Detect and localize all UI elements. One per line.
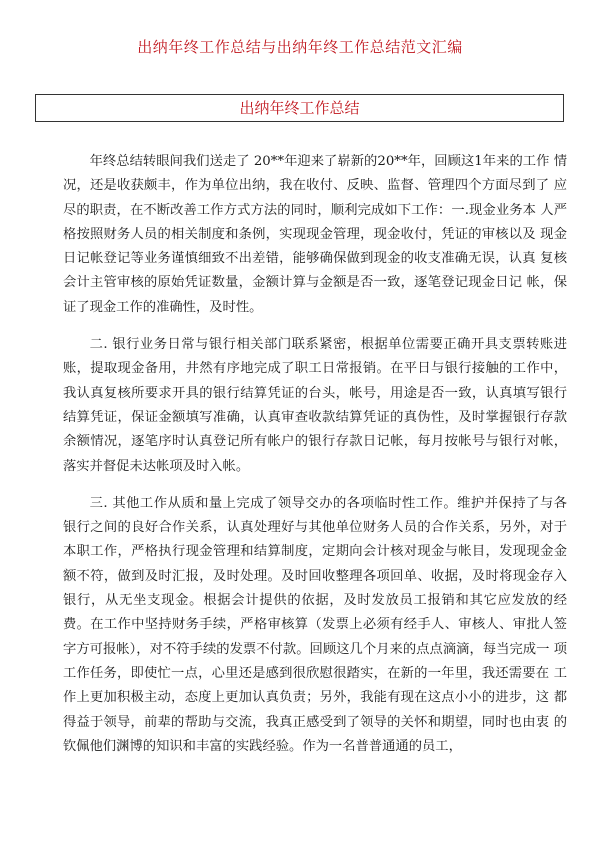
paragraph-2: 二. 银行业务日常与银行相关部门联系紧密，根据单位需要正确开具支票转账进 账，提取现金备用，井然有序地完成了职工日常报销。在平日与银行接触的工作中， 我认真复核所要求开具的银行结算凭证的台头，帐号，用途是否一致，认真填写银行 结算凭证，保证金额填写准确，认真审查收款结算凭证的真伪性，及时掌握银行存款 余额情况，逐笔序时认真登记所有帐户的银行存款日记帐，每月按帐号与银行对帐， 落实并督促未达帐项及时入帐。 [63,337,567,474]
paragraph-3: 三. 其他工作从质和量上完成了领导交办的各项临时性工作。维护并保持了与各 银行之间的良好合作关系，认真处理好与其他单位财务人员的合作关系，另外，对于 本职工作，严格执行现金管理和结算制度，定期向会计核对现金与帐目，发现现金金 额不符，做到及时汇报，及时处理。及时回收整理各项回单、收据，及时将现金存入 银行，从无坐支现金。根据会计提供的依据，及时发放员工报销和其它应发放的经 费。在工作中坚持财务手续，严格审核算（发票上必须有经手人、审核人、审批人签 字方可报帐），对不符手续的发票不付款。回顾这几个月来的点点滴滴，每当完成一 项工作任务，即使忙一点，心里还是感到很欣慰很踏实，在新的一年里，我还需要在 工作上更加积极主动，态度上更加认真负责；另外，我能有现在这点小小的进步，这 都得益于领导，前辈的帮助与交流，我真正感受到了领导的关怀和期望，同时也由衷 的钦佩他们渊博的知识和丰富的实践经验。作为一名普普通通的员工， [63,495,567,754]
document-body [63,150,567,772]
section-title-box: 出纳年终工作总结 [35,94,564,122]
document-header-title: 出纳年终工作总结与出纳年终工作总结范文汇编 [137,38,463,56]
paragraph-1: 年终总结转眼间我们送走了 20**年迎来了崭新的20**年，回顾这1年来的工作 情况，还是收获颇丰，作为单位出纳，我在收付、反映、监督、管理四个方面尽到了 应尽的职责，在不断改善工作方式方法的同时，顺利完成如下工作：一.现金业务本 人严格按照财务人员的相关制度和条例，实现现金管理，现金收付，凭证的审核以及 现金日记帐登记等业务谨慎细致不出差错，能够确保做到现金的收支准确无误，认真 复核会计主管审核的原始凭证数量，金额计算与金额是否一致，逐笔登记现金日记 帐，保证了现金工作的准确性，及时性。 [63,154,567,315]
